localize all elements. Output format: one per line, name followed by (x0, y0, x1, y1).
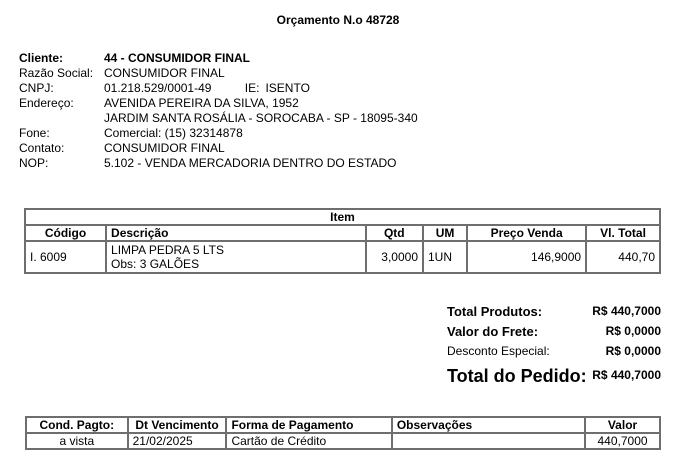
client-value: 44 - CONSUMIDOR FINAL (104, 51, 251, 65)
fone-label: Fone: (19, 126, 50, 140)
cnpj-row (19, 81, 418, 96)
valor-frete-label: Valor do Frete: (447, 324, 539, 339)
cell-observacoes (392, 433, 585, 449)
ie-value: ISENTO (265, 81, 310, 95)
cell-descricao (106, 241, 366, 273)
document-title: Orçamento N.o 48728 (276, 13, 400, 27)
contato-label: Contato: (19, 141, 65, 155)
cell-codigo: I. 6009 (25, 241, 106, 273)
desconto-value: R$ 0,0000 (605, 344, 661, 358)
fone-row (19, 126, 418, 141)
total-produtos-label: Total Produtos: (447, 304, 543, 319)
endereco-row (19, 96, 418, 111)
payment-table (25, 416, 661, 450)
ie-label: IE: (244, 81, 260, 95)
ie-field (245, 81, 310, 96)
cell-dt-vencimento: 21/02/2025 (128, 433, 227, 449)
cell-forma-pagamento: Cartão de Crédito (226, 433, 391, 449)
table-row (26, 433, 660, 449)
contato-value: CONSUMIDOR FINAL (104, 141, 225, 155)
nop-value: 5.102 - VENDA MERCADORIA DENTRO DO ESTADO (104, 156, 397, 170)
razao-social-value: CONSUMIDOR FINAL (104, 66, 225, 80)
client-row (19, 51, 418, 66)
total-pedido-label: Total do Pedido: (447, 366, 587, 386)
cell-cond-pagto: a vista (26, 433, 128, 449)
endereco-value-2: JARDIM SANTA ROSÁLIA - SOROCABA - SP - 18095-340 (104, 111, 418, 125)
items-table (24, 208, 661, 274)
header-valor: Valor (585, 417, 660, 433)
payment-header-row (26, 417, 660, 433)
nop-row (19, 156, 418, 171)
client-label: Cliente: (19, 51, 64, 65)
item-obs: Obs: 3 GALÕES (111, 257, 200, 271)
cnpj-value: 01.218.529/0001-49 (104, 81, 212, 95)
desconto-label: Desconto Especial: (447, 344, 550, 358)
razao-social-label: Razão Social: (19, 66, 94, 80)
endereco-label: Endereço: (19, 96, 74, 110)
header-forma-pagamento: Forma de Pagamento (226, 417, 391, 433)
header-cond-pagto: Cond. Pagto: (26, 417, 128, 433)
items-caption: Item (25, 209, 660, 225)
cnpj-label: CNPJ: (19, 81, 54, 95)
cell-preco-venda: 146,9000 (467, 241, 586, 273)
valor-frete-value: R$ 0,0000 (605, 324, 661, 338)
total-produtos-value: R$ 440,7000 (592, 304, 661, 318)
header-vl-total: Vl. Total (586, 225, 660, 241)
fone-value: Comercial: (15) 32314878 (104, 126, 243, 140)
header-descricao: Descrição (106, 225, 366, 241)
cell-vl-total: 440,70 (586, 241, 660, 273)
contato-row (19, 141, 418, 156)
cell-valor: 440,7000 (585, 433, 660, 449)
header-dt-vencimento: Dt Vencimento (128, 417, 227, 433)
table-row (25, 241, 660, 273)
header-um: UM (423, 225, 467, 241)
header-observacoes: Observações (392, 417, 585, 433)
header-qtd: Qtd (366, 225, 423, 241)
client-info (19, 51, 418, 171)
endereco-value: AVENIDA PEREIRA DA SILVA, 1952 (104, 96, 299, 110)
cell-qtd: 3,0000 (366, 241, 423, 273)
nop-label: NOP: (19, 156, 49, 170)
endereco-row-2 (19, 111, 418, 126)
header-codigo: Código (25, 225, 106, 241)
total-pedido-value: R$ 440,7000 (592, 368, 661, 382)
header-preco-venda: Preço Venda (467, 225, 586, 241)
items-header-row (25, 225, 660, 241)
item-description: LIMPA PEDRA 5 LTS (111, 243, 224, 257)
cell-um: 1UN (423, 241, 467, 273)
razao-social-row (19, 66, 418, 81)
